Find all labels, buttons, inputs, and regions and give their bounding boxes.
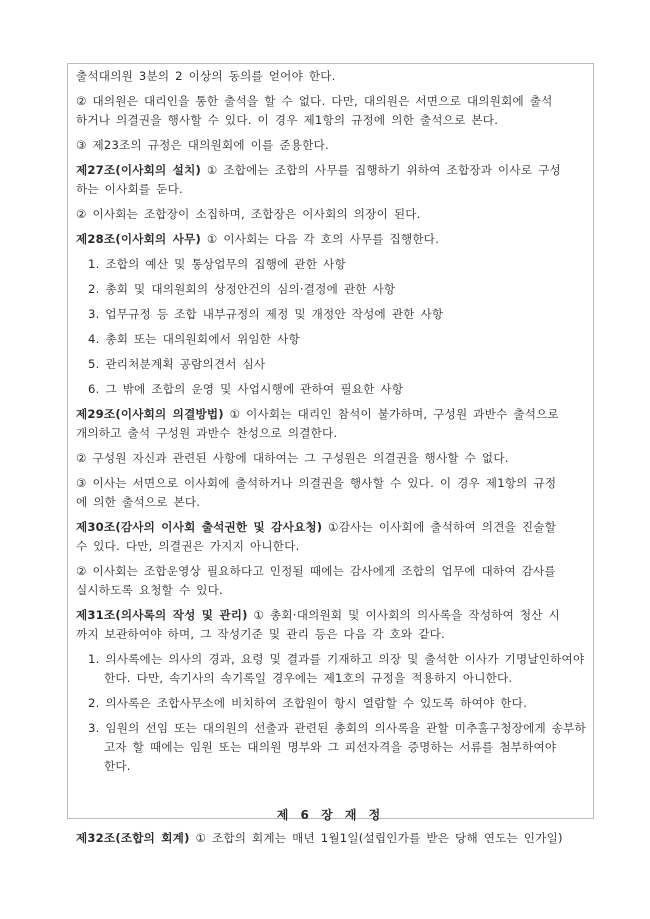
list-item <box>76 719 585 776</box>
article-31 <box>76 606 585 644</box>
list-item <box>76 694 585 713</box>
text-line: ③ 제23조의 규정은 대의원회에 이를 준용한다. <box>76 138 329 152</box>
text-line: 3. 임원의 선임 또는 대의원의 선출과 관련된 총회의 의사록을 관할 미추홀구청장에게 송부하 <box>88 721 586 735</box>
paragraph <box>76 92 585 130</box>
text-line: 개의하고 출석 구성원 과반수 찬성으로 의결한다. <box>76 426 338 440</box>
text-line: 한다. 다만, 속기사의 속기록일 경우에는 제1호의 규정을 적용하지 아니한다. <box>104 671 513 685</box>
article-29 <box>76 405 585 443</box>
text-line: 5. 관리처분계획 공람의견서 심사 <box>88 357 266 371</box>
article-heading: 제29조(이사회의 의결방법) <box>76 407 224 421</box>
text-line: 실시하도록 요청할 수 있다. <box>76 583 223 597</box>
document-page <box>67 63 594 845</box>
paragraph <box>76 449 585 468</box>
text-line <box>76 606 585 625</box>
text-line: 까지 보관하여야 하며, 그 작성기준 및 관리 등은 다음 각 호와 같다. <box>76 627 445 641</box>
list-item <box>76 650 585 688</box>
text-line: 한다. <box>104 759 131 773</box>
article-30 <box>76 518 585 556</box>
article-32 <box>76 829 585 848</box>
article-heading: 제28조(이사회의 사무) <box>76 232 201 246</box>
text-line: 수 있다. 다만, 의결권은 가지지 아니한다. <box>76 539 300 553</box>
text-line: 에 의한 출석으로 본다. <box>76 495 201 509</box>
paragraph <box>76 136 585 155</box>
list-item <box>76 330 585 349</box>
text-line <box>76 161 585 180</box>
chapter-title: 제 6 장 재 정 <box>276 808 385 822</box>
text-line: 고자 할 때에는 임원 또는 대의원 명부와 그 피선자격을 증명하는 서류를 첨부하여야 <box>104 740 557 754</box>
list-item <box>76 255 585 274</box>
paragraph <box>76 562 585 600</box>
text-line: ③ 이사는 서면으로 이사회에 출석하거나 의결권을 행사할 수 있다. 이 경우 제1항의 규정 <box>76 476 557 490</box>
article-text: ① 조합에는 조합의 사무를 집행하기 위하여 조합장과 이사로 구성 <box>200 163 561 177</box>
article-27 <box>76 161 585 199</box>
text-line <box>76 230 585 249</box>
text-line: 1. 의사록에는 의사의 경과, 요령 및 결과를 기재하고 의장 및 출석한 이사가 기명날인하여야 <box>88 652 585 666</box>
article-text: ① 이사회는 다음 각 호의 사무를 집행한다. <box>200 232 440 246</box>
list-item <box>76 280 585 299</box>
article-heading: 제30조(감사의 이사회 출석권한 및 감사요청) <box>76 520 323 534</box>
paragraph <box>76 474 585 512</box>
article-text: ① 조합의 회계는 매년 1월1일(설립인가를 받은 당해 연도는 인가일) <box>189 831 563 845</box>
article-heading: 제27조(이사회의 설치) <box>76 163 201 177</box>
paragraph <box>76 67 585 86</box>
article-heading: 제31조(의사록의 작성 및 관리) <box>76 608 248 622</box>
text-line: 출석대의원 3분의 2 이상의 동의를 얻어야 한다. <box>76 69 336 83</box>
text-line <box>76 405 585 424</box>
list-item <box>76 305 585 324</box>
text-line: ② 구성원 자신과 관련된 사항에 대하여는 그 구성원은 의결권을 행사할 수 없다. <box>76 451 509 465</box>
list-item <box>76 355 585 374</box>
text-line <box>76 829 585 848</box>
text-line: 2. 총회 및 대의원회의 상정안건의 심의·결정에 관한 사항 <box>88 282 396 296</box>
article-text: ①감사는 이사회에 출석하여 의견을 진술할 <box>322 520 557 534</box>
text-line: 3. 업무규정 등 조합 내부규정의 제정 및 개정안 작성에 관한 사항 <box>88 307 444 321</box>
article-heading: 제32조(조합의 회계) <box>76 831 190 845</box>
text-line: 하는 이사회를 둔다. <box>76 182 183 196</box>
text-line: 4. 총회 또는 대의원회에서 위임한 사항 <box>88 332 300 346</box>
article-text: ① 총회·대의원회 및 이사회의 의사록을 작성하여 청산 시 <box>247 608 560 622</box>
text-line: 6. 그 밖에 조합의 운영 및 사업시행에 관하여 필요한 사항 <box>88 382 404 396</box>
text-line: ② 이사회는 조합장이 소집하며, 조합장은 이사회의 의장이 된다. <box>76 207 421 221</box>
article-text: ① 이사회는 대리인 참석이 불가하며, 구성원 과반수 출석으로 <box>223 407 559 421</box>
text-line: 1. 조합의 예산 및 통상업무의 집행에 관한 사항 <box>88 257 346 271</box>
list-item <box>76 380 585 399</box>
text-line: 하거나 의결권을 행사할 수 있다. 이 경우 제1항의 규정에 의한 출석으로 본다. <box>76 113 499 127</box>
text-line <box>76 518 585 537</box>
text-line: ② 대의원은 대리인을 통한 출석을 할 수 없다. 다만, 대의원은 서면으로 대의원회에 출석 <box>76 94 553 108</box>
text-line: 2. 의사록은 조합사무소에 비치하여 조합원이 항시 열람할 수 있도록 하여야 한다. <box>88 696 527 710</box>
article-28 <box>76 230 585 249</box>
paragraph <box>76 205 585 224</box>
text-line: ② 이사회는 조합운영상 필요하다고 인정될 때에는 감사에게 조합의 업무에 대하여 감사를 <box>76 564 556 578</box>
